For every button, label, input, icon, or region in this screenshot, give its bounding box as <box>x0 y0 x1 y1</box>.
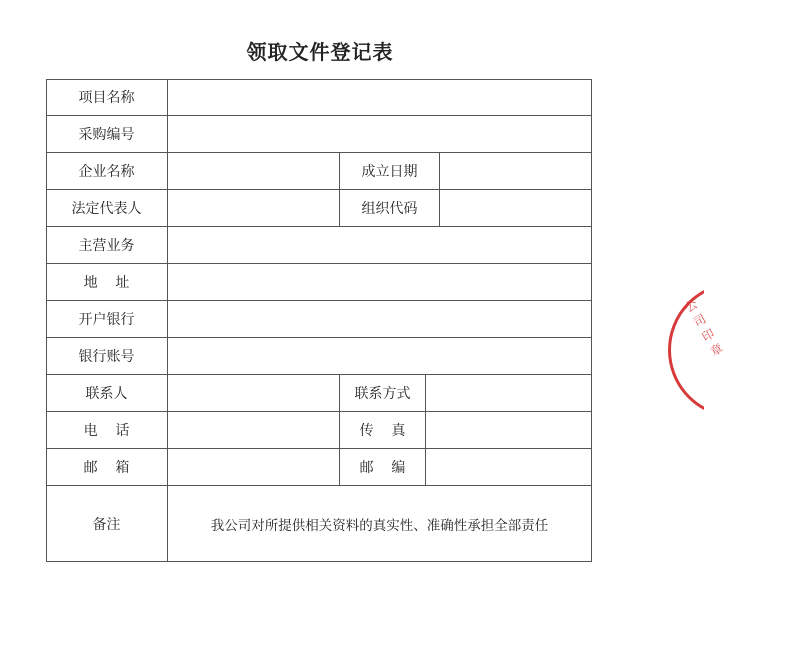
account-field[interactable] <box>168 338 592 375</box>
postcode-field[interactable] <box>426 449 592 486</box>
established-date-field[interactable] <box>440 153 592 190</box>
email-label: 邮 箱 <box>46 449 168 486</box>
legal-rep-field[interactable] <box>168 190 340 227</box>
company-seal-stamp <box>668 282 728 422</box>
remark-label: 备注 <box>46 486 168 562</box>
address-field[interactable] <box>168 264 592 301</box>
address-label: 地 址 <box>46 264 168 301</box>
phone-field[interactable] <box>168 412 340 449</box>
bank-field[interactable] <box>168 301 592 338</box>
org-code-field[interactable] <box>440 190 592 227</box>
account-label: 银行账号 <box>46 338 168 375</box>
org-code-label: 组织代码 <box>340 190 440 227</box>
contact-method-label: 联系方式 <box>340 375 426 412</box>
company-name-label: 企业名称 <box>46 153 168 190</box>
bank-label: 开户银行 <box>46 301 168 338</box>
company-name-field[interactable] <box>168 153 340 190</box>
legal-rep-label: 法定代表人 <box>46 190 168 227</box>
project-name-field[interactable] <box>168 79 592 116</box>
postcode-label: 邮 编 <box>340 449 426 486</box>
seal-lettering: 公 司 印 章 <box>682 296 726 360</box>
project-name-label: 项目名称 <box>46 79 168 116</box>
established-date-label: 成立日期 <box>340 153 440 190</box>
contact-method-field[interactable] <box>426 375 592 412</box>
contact-field[interactable] <box>168 375 340 412</box>
purchase-no-field[interactable] <box>168 116 592 153</box>
registration-form-table <box>46 79 592 562</box>
main-business-label: 主营业务 <box>46 227 168 264</box>
purchase-no-label: 采购编号 <box>46 116 168 153</box>
contact-label: 联系人 <box>46 375 168 412</box>
form-title: 领取文件登记表 <box>246 40 394 64</box>
email-field[interactable] <box>168 449 340 486</box>
main-business-field[interactable] <box>168 227 592 264</box>
remark-text: 我公司对所提供相关资料的真实性、准确性承担全部责任 <box>168 486 592 562</box>
fax-field[interactable] <box>426 412 592 449</box>
phone-label: 电 话 <box>46 412 168 449</box>
fax-label: 传 真 <box>340 412 426 449</box>
